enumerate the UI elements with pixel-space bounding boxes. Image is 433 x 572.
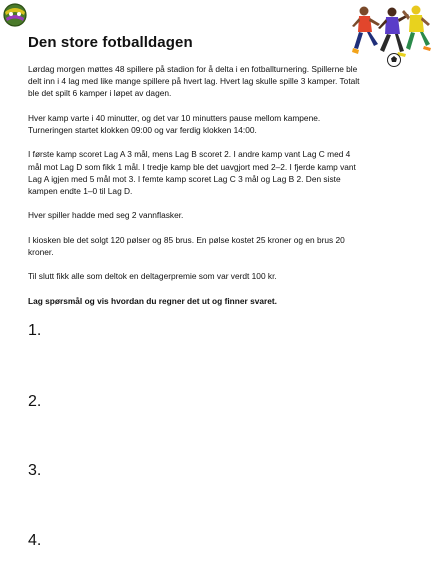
answer-number-2: 2. (28, 393, 42, 410)
answer-number-3: 3. (28, 462, 42, 479)
answer-number-1: 1. (28, 322, 42, 339)
paragraph-prize: Til slutt fikk alle som deltok en deltagerpremie som var verdt 100 kr. (28, 271, 277, 282)
paragraph-time: Hver kamp varte i 40 minutter, og det var 10 minutters pause mellom kampene. Turneringen startet klokken 09:00 og var ferdig klokken 14:00. (28, 112, 321, 135)
paragraph-players: Lørdag morgen møttes 48 spillere på stadion for å delta i en fotballturnering. Spillerne ble delt inn i 4 lag med like mange spillere på hvert lag. Hvert lag skulle spille 3 kamper. Totalt ble det spilt 6 kamper i løpet av dagen. (28, 64, 360, 99)
page-title: Den store fotballdagen (28, 34, 193, 51)
football-icon (388, 54, 401, 67)
answer-number-4: 4. (28, 532, 42, 549)
story-text (28, 63, 366, 307)
paragraph-kiosk: I kiosken ble det solgt 120 pølser og 85 brus. En pølse kostet 25 kroner og en brus 20 kroner. (28, 234, 345, 257)
task-instruction: Lag spørsmål og vis hvordan du regner det ut og finner svaret. (28, 295, 277, 306)
paragraph-matches: I første kamp scoret Lag A 3 mål, mens Lag B scoret 2. I andre kamp vant Lag C med 4 mål mot Lag D som fikk 1 mål. I tredje kamp ble det uavgjort med 2–2. I fjerde kamp vant Lag A igjen med 5 mål mot 3. I femte kamp scoret Lag C 3 mål og Lag B 2. Den siste kampen endte 1–0 til Lag D. (28, 149, 356, 196)
football-club-logo-icon (2, 2, 28, 28)
football-players-illustration (350, 2, 432, 68)
paragraph-bottles: Hver spiller hadde med seg 2 vannflasker. (28, 210, 184, 221)
